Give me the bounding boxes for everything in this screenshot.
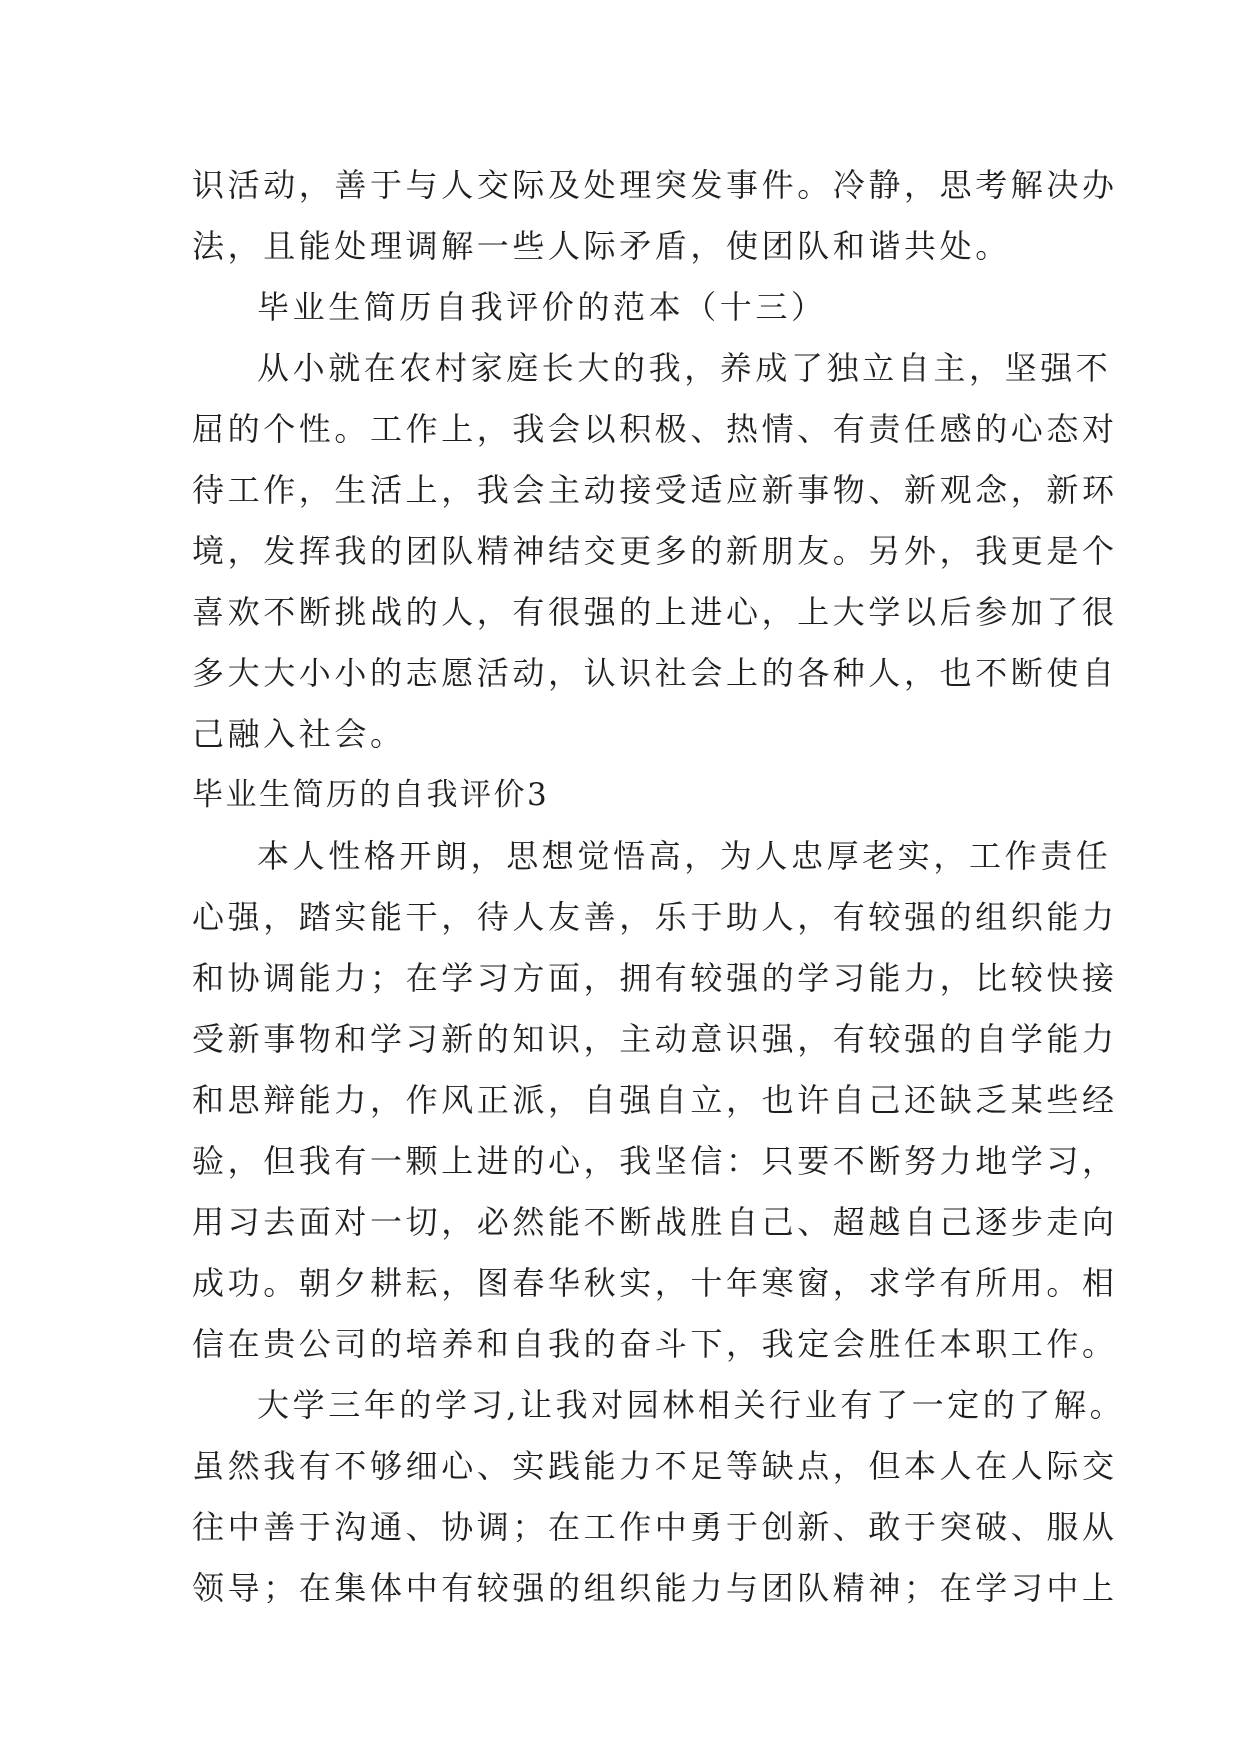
document-body: [192, 155, 1126, 1619]
body-line: 屈的个性。工作上，我会以积极、热情、有责任感的心态对: [192, 410, 1118, 448]
body-line: 待工作，生活上，我会主动接受适应新事物、新观念，新环: [192, 471, 1118, 509]
body-line: 和协调能力；在学习方面，拥有较强的学习能力，比较快接: [192, 959, 1118, 997]
body-line: 验，但我有一颗上进的心，我坚信：只要不断努力地学习，: [192, 1142, 1118, 1180]
body-line: 信在贵公司的培养和自我的奋斗下，我定会胜任本职工作。: [192, 1325, 1118, 1363]
body-line: 往中善于沟通、协调；在工作中勇于创新、敢于突破、服从: [192, 1508, 1118, 1546]
body-line: 喜欢不断挑战的人，有很强的上进心，上大学以后参加了很: [192, 593, 1118, 631]
paragraph-start-line: 从小就在农村家庭长大的我，养成了独立自主，坚强不: [257, 349, 1112, 387]
body-line: 和思辩能力，作风正派，自强自立，也许自己还缺乏某些经: [192, 1081, 1118, 1119]
body-line: 受新事物和学习新的知识，主动意识强，有较强的自学能力: [192, 1020, 1118, 1058]
section-heading: 毕业生简历的自我评价3: [192, 777, 550, 813]
section-title: 毕业生简历自我评价的范本（十三）: [257, 288, 827, 326]
body-line: 法，且能处理调解一些人际矛盾，使团队和谐共处。: [192, 227, 1011, 265]
body-line: 心强，踏实能干，待人友善，乐于助人，有较强的组织能力: [192, 898, 1118, 936]
body-line: 成功。朝夕耕耘，图春华秋实，十年寒窗，求学有所用。相: [192, 1264, 1118, 1302]
body-line: 境，发挥我的团队精神结交更多的新朋友。另外，我更是个: [192, 532, 1118, 570]
body-line: 领导；在集体中有较强的组织能力与团队精神；在学习中上: [192, 1569, 1118, 1607]
body-line: 识活动，善于与人交际及处理突发事件。冷静，思考解决办: [192, 166, 1118, 204]
paragraph-start-line: 本人性格开朗，思想觉悟高，为人忠厚老实，工作责任: [257, 837, 1112, 875]
body-line: 多大大小小的志愿活动，认识社会上的各种人，也不断使自: [192, 654, 1118, 692]
body-line: 用习去面对一切，必然能不断战胜自己、超越自己逐步走向: [192, 1203, 1118, 1241]
body-line: 虽然我有不够细心、实践能力不足等缺点，但本人在人际交: [192, 1447, 1118, 1485]
paragraph-start-line: 大学三年的学习,让我对园林相关行业有了一定的了解。: [257, 1386, 1126, 1424]
body-line: 己融入社会。: [192, 715, 406, 753]
